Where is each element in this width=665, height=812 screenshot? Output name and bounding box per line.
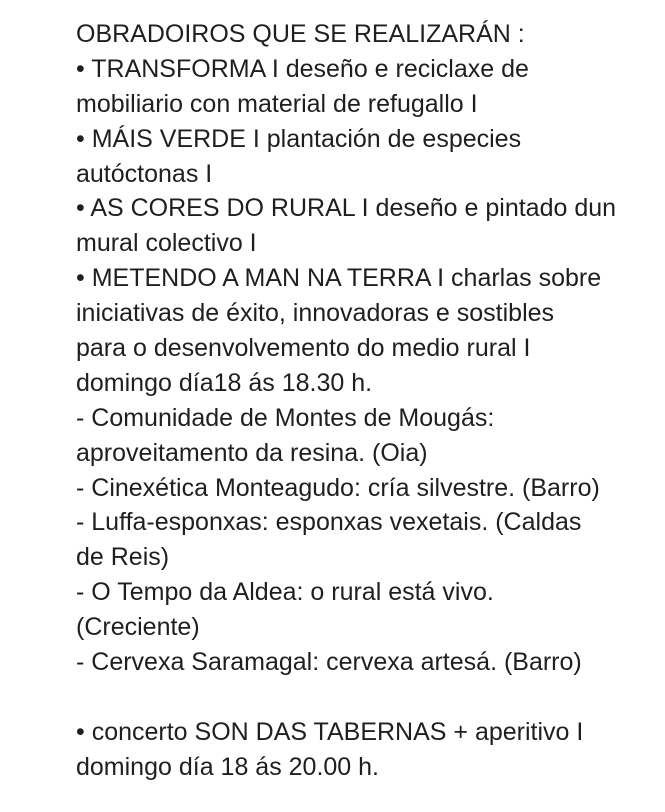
- concert-schedule: domingo día 18 ás 20.00 h.: [76, 752, 380, 781]
- workshop-transforma-cont: mobiliario con material de refugallo I: [76, 89, 478, 118]
- workshop-as-cores: • AS CORES DO RURAL I deseño e pintado dun: [76, 194, 617, 223]
- document-text: [76, 17, 656, 785]
- talk-cinexetica: - Cinexética Monteagudo: cría silvestre. (Barro): [76, 473, 600, 502]
- workshop-metendo-cont-1: iniciativas de éxito, innovadoras e sostibles: [76, 299, 555, 328]
- talk-luffa: - Luffa-esponxas: esponxas vexetais. (Caldas: [76, 508, 582, 537]
- spacer: [76, 680, 656, 715]
- talks-schedule: domingo día18 ás 18.30 h.: [76, 368, 373, 397]
- workshop-metendo: • METENDO A MAN NA TERRA I charlas sobre: [76, 264, 602, 293]
- workshop-transforma: • TRANSFORMA I deseño e reciclaxe de: [76, 54, 529, 83]
- workshop-as-cores-cont: mural colectivo I: [76, 229, 257, 258]
- talk-montes-mougas: - Comunidade de Montes de Mougás:: [76, 403, 495, 432]
- workshops-heading: OBRADOIROS QUE SE REALIZARÁN :: [76, 20, 525, 48]
- concert-line: • concerto SON DAS TABERNAS + aperitivo I: [76, 717, 584, 746]
- talk-luffa-cont: de Reis): [76, 543, 170, 572]
- workshop-mais-verde: • MÁIS VERDE I plantación de especies: [76, 124, 522, 153]
- talk-cervexa: - Cervexa Saramagal: cervexa artesá. (Barro): [76, 648, 582, 677]
- talk-tempo-aldea: - O Tempo da Aldea: o rural está vivo.: [76, 578, 494, 607]
- talk-montes-mougas-cont: aproveitamento da resina. (Oia): [76, 438, 428, 467]
- workshop-mais-verde-cont: autóctonas I: [76, 159, 213, 188]
- workshop-metendo-cont-2: para o desenvolvemento do medio rural I: [76, 334, 531, 363]
- talk-tempo-aldea-cont: (Creciente): [76, 613, 200, 642]
